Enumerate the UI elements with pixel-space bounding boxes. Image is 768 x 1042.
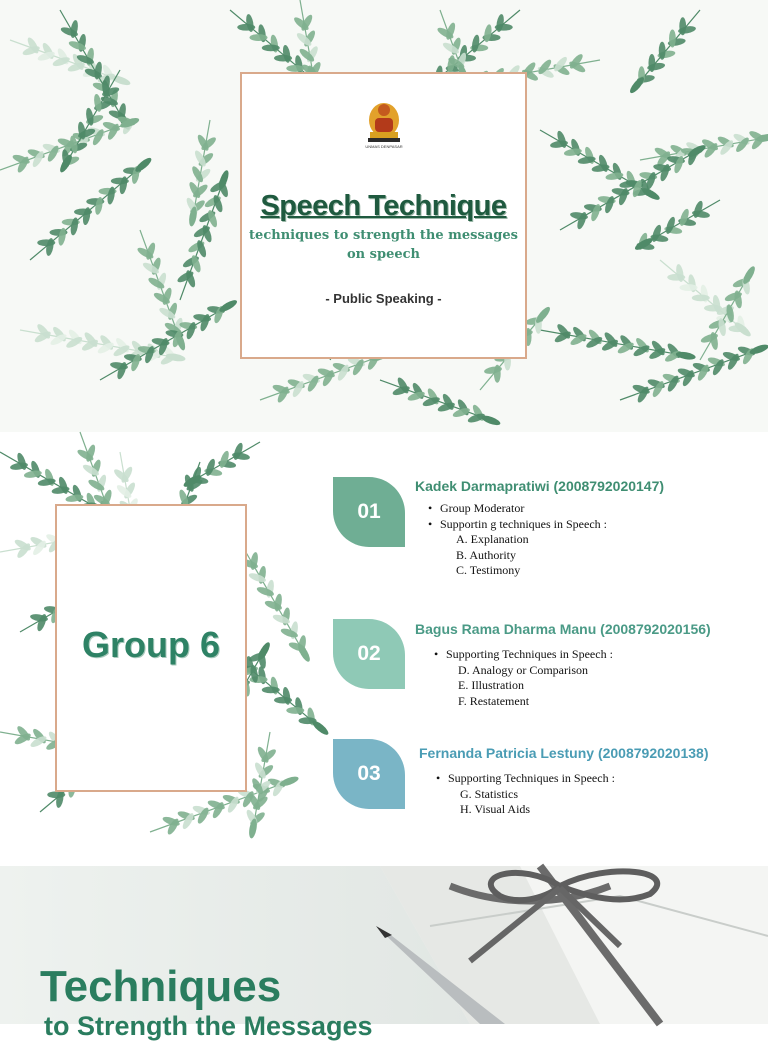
leaf-sprig <box>534 120 665 208</box>
member-task-list <box>432 647 613 709</box>
group-label: Group 6 <box>81 624 220 665</box>
member-number-badge: 02 <box>333 619 405 689</box>
presentation-subtitle: techniques to strength the messages on speech <box>249 228 518 262</box>
list-item: • Group Moderator <box>426 501 607 517</box>
presentation-tagline: - Public Speaking - <box>325 291 442 306</box>
member-number-badge: 03 <box>333 739 405 809</box>
list-item: • Supporting Techniques in Speech : <box>432 647 613 663</box>
presentation-title: Speech Technique <box>260 190 507 222</box>
leaf-sprig <box>180 118 221 228</box>
leaf-sprig <box>630 190 726 258</box>
group-slide <box>0 432 768 866</box>
leaf-sprig <box>538 319 697 368</box>
techniques-slide <box>0 866 768 1041</box>
university-logo <box>362 98 406 150</box>
list-item: • Supporting Techniques in Speech : <box>434 771 615 787</box>
list-item: D. Analogy or Comparison <box>458 662 588 677</box>
leaf-sprig <box>129 226 194 354</box>
list-item: A. Explanation <box>456 532 529 546</box>
member-task-list <box>434 771 615 818</box>
section-title: Techniques <box>40 962 282 1011</box>
leaf-sprig <box>653 251 758 344</box>
title-slide <box>0 0 768 432</box>
member-number-badge: 01 <box>333 477 405 547</box>
logo-caption: UNMAS DENPASAR <box>365 144 403 149</box>
leaf-sprig <box>50 4 138 135</box>
list-item: F. Restatement <box>458 693 530 708</box>
list-item: B. Authority <box>456 547 517 562</box>
list-item: G. Statistics <box>460 786 519 801</box>
list-item: • Supportin g techniques in Speech : <box>426 517 607 533</box>
leaf-sprig <box>622 3 709 100</box>
leaf-sprig <box>376 369 504 434</box>
list-item: H. Visual Aids <box>460 802 531 816</box>
list-item: C. Testimony <box>456 563 521 577</box>
member-name: Bagus Rama Dharma Manu (2008792020156) <box>415 621 711 637</box>
list-item: E. Illustration <box>458 678 524 692</box>
member-name: Kadek Darmapratiwi (2008792020147) <box>415 478 665 494</box>
section-subtitle: to Strength the Messages <box>44 1011 373 1041</box>
member-task-list <box>426 501 607 579</box>
leaf-sprig <box>6 29 134 94</box>
leaf-sprig <box>616 335 768 410</box>
member-name: Fernanda Patricia Lestuny (2008792020138) <box>419 745 709 761</box>
